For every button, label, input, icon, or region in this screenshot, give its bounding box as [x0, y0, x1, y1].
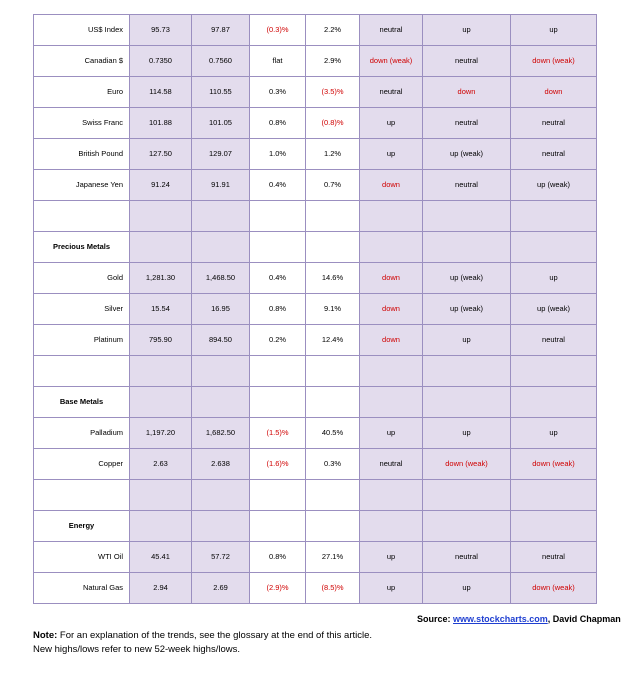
trend-long: down: [544, 87, 563, 96]
table-row: [34, 573, 597, 604]
trend-medium-cell: [423, 46, 511, 77]
table-row: [34, 325, 597, 356]
asset-name: Swiss Franc: [82, 118, 123, 127]
empty-cell: [423, 201, 511, 232]
change-1-cell: [250, 294, 306, 325]
trend-long: up (weak): [537, 180, 570, 189]
trend-long: down (weak): [532, 459, 575, 468]
trend-long: up: [549, 273, 558, 282]
trend-long: down (weak): [532, 56, 575, 65]
value-1-cell: [130, 449, 192, 480]
asset-name-cell: [34, 263, 130, 294]
asset-name: Japanese Yen: [75, 180, 123, 189]
trend-short: down: [382, 335, 400, 344]
trend-medium: down (weak): [445, 459, 488, 468]
value-1: 1,197.20: [145, 428, 176, 437]
table-row: [34, 108, 597, 139]
change-2: 2.9%: [323, 56, 342, 65]
empty-cell: [511, 511, 597, 542]
value-1: 795.90: [149, 335, 172, 344]
change-1-cell: [250, 542, 306, 573]
trend-long-cell: [511, 418, 597, 449]
value-1-cell: [130, 46, 192, 77]
change-2: 27.1%: [321, 552, 344, 561]
value-1: 114.58: [149, 87, 172, 96]
change-2: 1.2%: [323, 149, 342, 158]
asset-name-cell: [34, 325, 130, 356]
trend-medium: up: [462, 583, 471, 592]
empty-cell: [423, 232, 511, 263]
change-2-cell: [306, 325, 360, 356]
section-title-cell: [34, 232, 130, 263]
asset-name-cell: [34, 418, 130, 449]
empty-cell: [306, 511, 360, 542]
value-1-cell: [130, 325, 192, 356]
trend-long: neutral: [542, 118, 565, 127]
note-text: For an explanation of the trends, see the glossary at the end of this article.: [57, 630, 373, 641]
asset-name: British Pound: [78, 149, 123, 158]
value-1: 127.50: [149, 149, 172, 158]
trend-long-cell: [511, 108, 597, 139]
change-1: 0.3%: [268, 87, 287, 96]
value-1: 101.88: [149, 118, 172, 127]
asset-name: Silver: [104, 304, 123, 313]
change-2-cell: [306, 294, 360, 325]
trend-long-cell: [511, 15, 597, 46]
trend-short: up: [386, 583, 396, 592]
trend-medium-cell: [423, 294, 511, 325]
trend-long-cell: [511, 294, 597, 325]
trend-medium: up: [462, 335, 471, 344]
empty-cell: [130, 480, 192, 511]
value-1: 2.63: [153, 459, 168, 468]
trend-short: down: [382, 304, 400, 313]
footnote: [33, 629, 372, 657]
value-2: 129.07: [209, 149, 232, 158]
empty-cell: [250, 232, 306, 263]
table-row: [34, 139, 597, 170]
trend-short-cell: [360, 139, 423, 170]
change-2: 0.7%: [323, 180, 342, 189]
trend-medium: neutral: [455, 552, 478, 561]
value-1-cell: [130, 108, 192, 139]
asset-name: Canadian $: [84, 56, 123, 65]
value-2-cell: [192, 170, 250, 201]
trend-short: neutral: [379, 459, 403, 468]
empty-cell: [511, 480, 597, 511]
trend-short: down (weak): [369, 56, 413, 65]
change-2-cell: [306, 170, 360, 201]
asset-name-cell: [34, 77, 130, 108]
empty-cell: [306, 356, 360, 387]
value-1-cell: [130, 418, 192, 449]
trend-medium: up (weak): [450, 149, 483, 158]
empty-cell: [34, 201, 130, 232]
change-2: (0.8)%: [321, 118, 344, 127]
change-1-cell: [250, 139, 306, 170]
trend-medium: neutral: [455, 180, 478, 189]
trend-medium-cell: [423, 263, 511, 294]
value-1: 0.7350: [149, 56, 172, 65]
empty-cell: [360, 232, 423, 263]
asset-name: Palladium: [90, 428, 123, 437]
trend-medium-cell: [423, 542, 511, 573]
footnote-line-2: New highs/lows refer to new 52-week highs/lows.: [33, 644, 240, 655]
change-2: 40.5%: [321, 428, 344, 437]
change-1-cell: [250, 77, 306, 108]
trend-medium-cell: [423, 449, 511, 480]
empty-cell: [192, 201, 250, 232]
trend-medium: neutral: [455, 56, 478, 65]
asset-name-cell: [34, 573, 130, 604]
asset-name: WTI Oil: [98, 552, 123, 561]
asset-name: Copper: [98, 459, 123, 468]
empty-cell: [511, 387, 597, 418]
change-2: 14.6%: [321, 273, 344, 282]
value-2-cell: [192, 325, 250, 356]
change-2-cell: [306, 77, 360, 108]
trend-medium: up: [462, 428, 471, 437]
empty-cell: [130, 356, 192, 387]
empty-cell: [360, 480, 423, 511]
trend-short: down: [382, 273, 400, 282]
value-1-cell: [130, 15, 192, 46]
asset-name: Euro: [107, 87, 123, 96]
empty-cell: [250, 356, 306, 387]
change-1-cell: [250, 418, 306, 449]
table-row: [34, 449, 597, 480]
trend-medium-cell: [423, 77, 511, 108]
value-1: 2.94: [153, 583, 168, 592]
table-row: [34, 77, 597, 108]
trend-short: neutral: [379, 25, 403, 34]
asset-name-cell: [34, 46, 130, 77]
trend-short: up: [386, 118, 396, 127]
change-1: (1.5)%: [266, 428, 289, 437]
trend-short: up: [386, 552, 396, 561]
trend-long: up (weak): [537, 304, 570, 313]
value-1: 1,281.30: [145, 273, 176, 282]
empty-cell: [192, 356, 250, 387]
change-2-cell: [306, 418, 360, 449]
table-row: [34, 170, 597, 201]
trend-medium-cell: [423, 139, 511, 170]
change-2: 0.3%: [323, 459, 342, 468]
empty-cell: [130, 387, 192, 418]
market-trends-table: [33, 14, 597, 604]
note-label: Note:: [33, 630, 58, 641]
value-2: 101.05: [209, 118, 232, 127]
change-2-cell: [306, 46, 360, 77]
value-2: 57.72: [211, 552, 230, 561]
trend-long: neutral: [542, 335, 565, 344]
value-1: 45.41: [151, 552, 170, 561]
change-2: 2.2%: [323, 25, 342, 34]
value-2: 91.91: [211, 180, 230, 189]
trend-short-cell: [360, 15, 423, 46]
asset-name: Gold: [107, 273, 123, 282]
trend-short: neutral: [379, 87, 403, 96]
empty-cell: [192, 511, 250, 542]
change-1: 0.2%: [268, 335, 287, 344]
change-2-cell: [306, 542, 360, 573]
trend-medium-cell: [423, 15, 511, 46]
trend-short-cell: [360, 46, 423, 77]
section-title: Energy: [68, 521, 95, 530]
change-1: (0.3)%: [266, 25, 289, 34]
asset-name-cell: [34, 170, 130, 201]
trend-long: neutral: [542, 552, 565, 561]
change-1-cell: [250, 46, 306, 77]
value-1-cell: [130, 139, 192, 170]
change-1: (2.9)%: [266, 583, 289, 592]
value-2-cell: [192, 263, 250, 294]
change-1: 0.4%: [268, 180, 287, 189]
trend-short: up: [386, 428, 396, 437]
value-2: 894.50: [209, 335, 232, 344]
table-row: [34, 294, 597, 325]
asset-name-cell: [34, 108, 130, 139]
footnote-line-1: [33, 629, 372, 643]
value-1: 95.73: [151, 25, 170, 34]
empty-cell: [511, 356, 597, 387]
empty-cell: [511, 232, 597, 263]
value-2-cell: [192, 46, 250, 77]
trend-short-cell: [360, 170, 423, 201]
change-2-cell: [306, 15, 360, 46]
change-2-cell: [306, 108, 360, 139]
table-row: [34, 418, 597, 449]
trend-short-cell: [360, 449, 423, 480]
trend-medium: down: [457, 87, 476, 96]
trend-long-cell: [511, 46, 597, 77]
trend-short-cell: [360, 294, 423, 325]
value-2: 16.95: [211, 304, 230, 313]
trend-medium-cell: [423, 418, 511, 449]
change-1: 1.0%: [268, 149, 287, 158]
trend-short: down: [382, 180, 400, 189]
trend-long-cell: [511, 325, 597, 356]
value-2: 1,682.50: [205, 428, 236, 437]
empty-cell: [34, 356, 130, 387]
trend-medium-cell: [423, 573, 511, 604]
change-1: 0.8%: [268, 552, 287, 561]
empty-cell: [192, 480, 250, 511]
source-author: , David Chapman: [547, 614, 621, 624]
trend-short-cell: [360, 573, 423, 604]
asset-name: Natural Gas: [82, 583, 123, 592]
spacer-row: [34, 480, 597, 511]
empty-cell: [250, 201, 306, 232]
empty-cell: [192, 232, 250, 263]
trend-medium: up: [462, 25, 471, 34]
section-header-row: [34, 387, 597, 418]
value-2-cell: [192, 418, 250, 449]
empty-cell: [306, 480, 360, 511]
trend-long-cell: [511, 449, 597, 480]
change-1-cell: [250, 108, 306, 139]
change-2-cell: [306, 573, 360, 604]
table-row: [34, 542, 597, 573]
value-2-cell: [192, 108, 250, 139]
change-2: (8.5)%: [321, 583, 344, 592]
value-2: 2.69: [213, 583, 228, 592]
trend-medium: up (weak): [450, 304, 483, 313]
section-title: Base Metals: [59, 397, 104, 406]
empty-cell: [423, 511, 511, 542]
value-2-cell: [192, 77, 250, 108]
change-1-cell: [250, 449, 306, 480]
trend-long-cell: [511, 542, 597, 573]
change-1: flat: [272, 56, 283, 65]
trend-long-cell: [511, 139, 597, 170]
trend-long: neutral: [542, 149, 565, 158]
value-2: 1,468.50: [205, 273, 236, 282]
empty-cell: [511, 201, 597, 232]
empty-cell: [250, 480, 306, 511]
trend-short-cell: [360, 263, 423, 294]
value-1-cell: [130, 542, 192, 573]
asset-name: US$ Index: [87, 25, 123, 34]
change-1: 0.4%: [268, 273, 287, 282]
trend-medium: neutral: [455, 118, 478, 127]
section-title-cell: [34, 387, 130, 418]
change-2: (3.5)%: [321, 87, 344, 96]
empty-cell: [306, 201, 360, 232]
change-1-cell: [250, 263, 306, 294]
empty-cell: [360, 356, 423, 387]
source-link[interactable]: www.stockcharts.com: [453, 614, 548, 624]
value-2-cell: [192, 542, 250, 573]
value-2-cell: [192, 139, 250, 170]
trend-short: up: [386, 149, 396, 158]
trend-long-cell: [511, 573, 597, 604]
section-title: Precious Metals: [52, 242, 111, 251]
trend-medium-cell: [423, 108, 511, 139]
trend-medium: up (weak): [450, 273, 483, 282]
asset-name-cell: [34, 15, 130, 46]
empty-cell: [423, 356, 511, 387]
empty-cell: [360, 511, 423, 542]
section-header-row: [34, 511, 597, 542]
value-2-cell: [192, 15, 250, 46]
value-2-cell: [192, 294, 250, 325]
asset-name: Platinum: [93, 335, 123, 344]
empty-cell: [130, 232, 192, 263]
trend-medium-cell: [423, 325, 511, 356]
section-header-row: [34, 232, 597, 263]
trend-long-cell: [511, 170, 597, 201]
change-1: 0.8%: [268, 304, 287, 313]
trend-short-cell: [360, 77, 423, 108]
empty-cell: [360, 201, 423, 232]
trend-short-cell: [360, 325, 423, 356]
value-2: 110.55: [209, 87, 232, 96]
table-row: [34, 46, 597, 77]
empty-cell: [130, 511, 192, 542]
change-2-cell: [306, 449, 360, 480]
trend-long: down (weak): [532, 583, 575, 592]
value-2-cell: [192, 449, 250, 480]
value-2: 2.638: [211, 459, 230, 468]
change-2-cell: [306, 139, 360, 170]
trend-medium-cell: [423, 170, 511, 201]
trend-short-cell: [360, 418, 423, 449]
section-title-cell: [34, 511, 130, 542]
value-2: 97.87: [211, 25, 230, 34]
empty-cell: [250, 511, 306, 542]
trend-short-cell: [360, 108, 423, 139]
asset-name-cell: [34, 294, 130, 325]
change-1: (1.6)%: [266, 459, 289, 468]
value-2-cell: [192, 573, 250, 604]
empty-cell: [250, 387, 306, 418]
empty-cell: [306, 387, 360, 418]
empty-cell: [192, 387, 250, 418]
change-1-cell: [250, 15, 306, 46]
empty-cell: [423, 387, 511, 418]
table-row: [34, 263, 597, 294]
spacer-row: [34, 356, 597, 387]
source-credit: [417, 614, 621, 624]
trend-long: up: [549, 25, 558, 34]
asset-name-cell: [34, 139, 130, 170]
asset-name-cell: [34, 542, 130, 573]
empty-cell: [360, 387, 423, 418]
empty-cell: [423, 480, 511, 511]
source-label: Source:: [417, 614, 454, 624]
empty-cell: [306, 232, 360, 263]
empty-cell: [130, 201, 192, 232]
value-1-cell: [130, 573, 192, 604]
trend-short-cell: [360, 542, 423, 573]
trend-long: up: [549, 428, 558, 437]
value-1: 91.24: [151, 180, 170, 189]
trend-long-cell: [511, 263, 597, 294]
change-2-cell: [306, 263, 360, 294]
table-row: [34, 15, 597, 46]
value-1-cell: [130, 294, 192, 325]
trend-long-cell: [511, 77, 597, 108]
change-2: 12.4%: [321, 335, 344, 344]
change-2: 9.1%: [323, 304, 342, 313]
change-1: 0.8%: [268, 118, 287, 127]
value-1-cell: [130, 77, 192, 108]
value-1: 15.54: [151, 304, 170, 313]
value-1-cell: [130, 170, 192, 201]
value-1-cell: [130, 263, 192, 294]
change-1-cell: [250, 573, 306, 604]
asset-name-cell: [34, 449, 130, 480]
value-2: 0.7560: [209, 56, 232, 65]
spacer-row: [34, 201, 597, 232]
empty-cell: [34, 480, 130, 511]
change-1-cell: [250, 325, 306, 356]
change-1-cell: [250, 170, 306, 201]
